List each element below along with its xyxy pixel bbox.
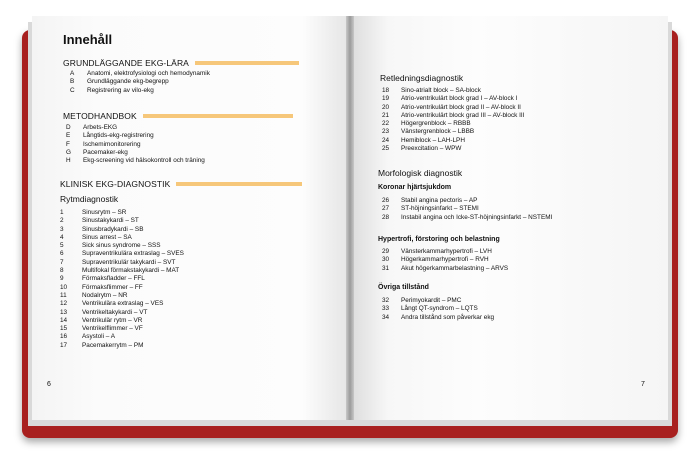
list-item: 19 Atrio-ventrikulärt block grad I – AV-block I (382, 95, 518, 103)
list-item: 14 Ventrikulär rytm – VR (60, 316, 143, 324)
other-conditions-subtitle: Övriga tillstånd (378, 284, 429, 291)
list-item: G Pacemaker-ekg (66, 148, 128, 156)
section-title: METODHANDBOK (63, 111, 137, 121)
section-accent-bar (143, 114, 293, 118)
book-gutter (346, 16, 354, 420)
list-item: 31 Akut högerkammarbelastning – ARVS (382, 264, 509, 272)
list-item: B Grundläggande ekg-begrepp (70, 78, 169, 86)
list-item: 10 Förmaksflimmer – FF (60, 283, 143, 291)
section-accent-bar (195, 61, 299, 65)
contents-heading: Innehåll (63, 32, 113, 47)
hypertrophy-subtitle: Hypertrofi, förstoring och belastning (378, 236, 500, 243)
list-item: 21 Atrio-ventrikulärt block grad III – AV-block III (382, 111, 525, 119)
list-item: 7 Supraventrikulär takykardi – SVT (60, 258, 176, 266)
list-item: F Ischemimonitorering (66, 140, 141, 148)
list-item: 30 Högerkammarhypertrofi – RVH (382, 256, 489, 264)
morphology-title: Morfologisk diagnostik (378, 168, 463, 178)
list-item: 34 Andra tillstånd som påverkar ekg (382, 313, 495, 321)
list-item: 16 Asystoli – A (60, 333, 116, 341)
list-item: 29 Vänsterkammarhypertrofi – LVH (382, 248, 492, 255)
list-item: 17 Pacemakerrytm – PM (60, 341, 144, 349)
list-item: 9 Förmaksfladder – FFL (60, 275, 145, 283)
list-item: 15 Ventrikelflimmer – VF (60, 325, 143, 333)
list-item: 32 Perimyokardit – PMC (382, 297, 462, 304)
list-item: 28 Instabil angina och Icke-ST-höjningsinfarkt – NSTEMI (382, 213, 553, 221)
list-item: 2 Sinustakykardi – ST (60, 217, 139, 225)
list-item: 12 Ventrikulära extraslag – VES (60, 300, 164, 308)
list-item: 33 Långt QT-syndrom – LQTS (382, 305, 478, 313)
list-item: 8 Multifokal förmakstakykardi – MAT (60, 267, 180, 275)
section-basics (63, 58, 299, 68)
page-number-left: 6 (47, 381, 51, 388)
section-methods (63, 111, 293, 121)
list-item: 3 Sinusbradykardi – SB (60, 225, 144, 233)
list-item: 18 Sino-atrialt block – SA-block (382, 87, 481, 94)
list-item: 13 Ventrikeltakykardi – VT (60, 308, 148, 316)
page-number-right: 7 (641, 381, 645, 388)
list-item: 20 Atrio-ventrikulärt block grad II – AV-block II (382, 103, 521, 111)
section-clinical (60, 179, 302, 189)
hypertrophy-list (382, 248, 508, 273)
rhythm-list (60, 209, 184, 350)
list-item: C Registrering av vilo-ekg (70, 86, 154, 94)
list-item: H Ekg-screening vid hälsokontroll och träning (66, 157, 205, 165)
section-methods-list (66, 124, 205, 165)
section-accent-bar (176, 182, 302, 186)
list-item: A Anatomi, elektrofysiologi och hemodynamik (70, 70, 210, 77)
list-item: 25 Preexcitation – WPW (382, 145, 462, 153)
list-item: 5 Sick sinus syndrome – SSS (60, 242, 161, 250)
list-item: 24 Hemiblock – LAH-LPH (382, 136, 465, 144)
list-item: 11 Nodalrytm – NR (60, 291, 128, 299)
list-item: 27 ST-höjningsinfarkt – STEMI (382, 205, 479, 213)
list-item: 1 Sinusrytm – SR (60, 209, 127, 216)
section-title: GRUNDLÄGGANDE EKG-LÄRA (63, 58, 189, 68)
list-item: 22 Högergrenblock – RBBB (382, 120, 471, 128)
list-item: D Arbets-EKG (66, 124, 118, 131)
coronary-subtitle: Koronar hjärtsjukdom (378, 184, 452, 191)
list-item: 4 Sinus arrest – SA (60, 233, 132, 241)
coronary-list (382, 197, 552, 222)
list-item: 26 Stabil angina pectoris – AP (382, 197, 478, 204)
conduction-title: Retledningsdiagnostik (380, 73, 464, 83)
list-item: E Långtids-ekg-registrering (66, 132, 154, 140)
rhythm-subtitle: Rytmdiagnostik (60, 194, 119, 204)
other-conditions-list (382, 297, 494, 322)
section-title: KLINISK EKG-DIAGNOSTIK (60, 179, 171, 189)
list-item: 6 Supraventrikulära extraslag – SVES (60, 250, 184, 258)
conduction-list (382, 87, 524, 153)
list-item: 23 Vänstergrenblock – LBBB (382, 128, 475, 136)
section-basics-list (70, 70, 210, 95)
